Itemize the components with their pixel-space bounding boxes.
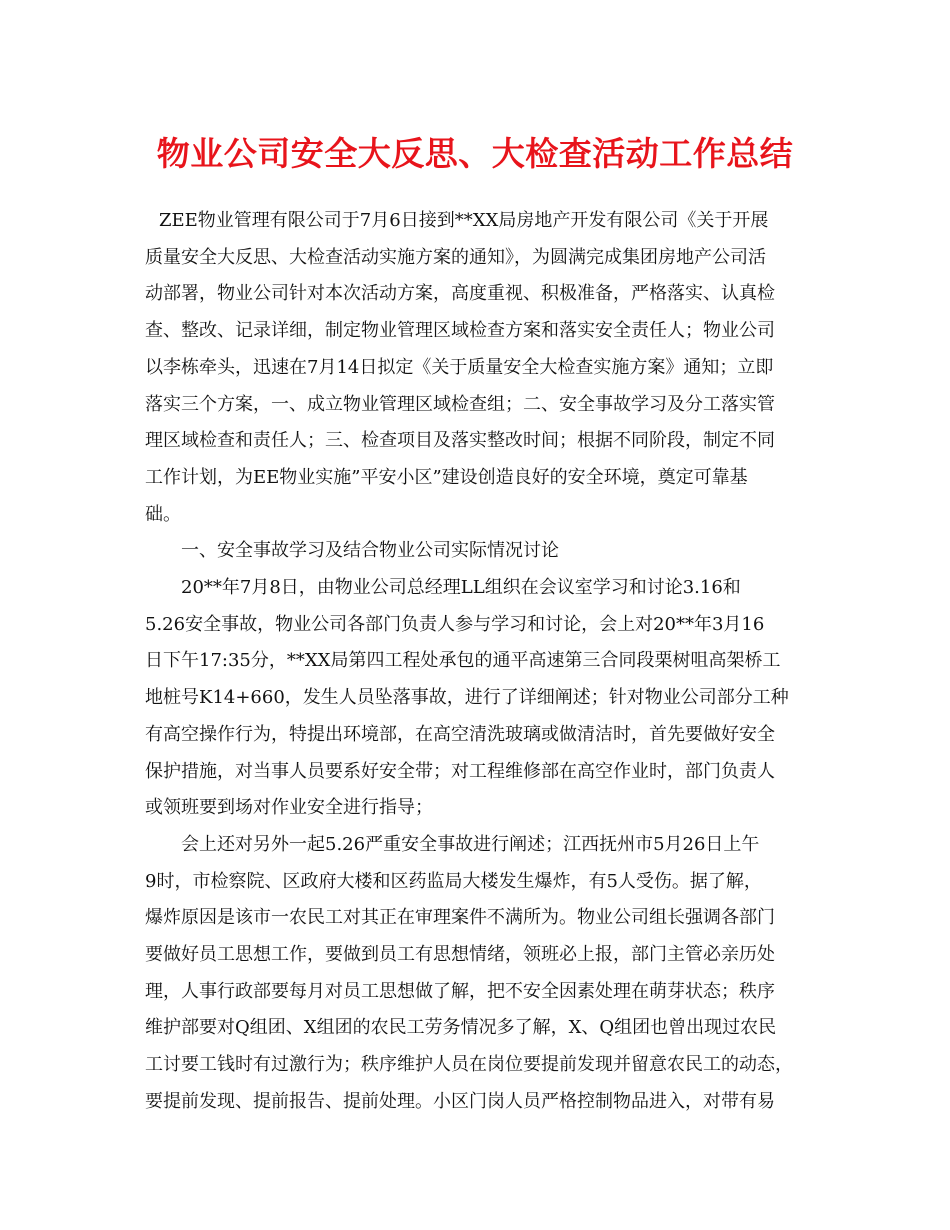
text-line: 保护措施，对当事人员要系好安全带；对工程维修部在高空作业时，部门负责人 bbox=[145, 760, 775, 782]
text-line: 有高空操作行为，特提出环境部，在高空清洗玻璃或做清洁时，首先要做好安全 bbox=[145, 723, 775, 745]
paragraph-explosion bbox=[145, 827, 815, 1121]
text-line: ZEE物业管理有限公司于7月6日接到**XX局房地产开发有限公司《关于开展 bbox=[159, 210, 769, 231]
text-line: 20**年7月8日，由物业公司总经理LL组织在会议室学习和讨论3.16和 bbox=[181, 577, 741, 599]
paragraph-meeting bbox=[145, 570, 815, 827]
text-line: 要做好员工思想工作，要做到员工有思想情绪，领班必上报，部门主管必亲历处 bbox=[145, 944, 775, 966]
text-line: 础。 bbox=[145, 503, 181, 525]
text-line: 日下午17:35分，**XX局第四工程处承包的通平高速第三合同段栗树咀高架桥工 bbox=[145, 650, 781, 672]
text-line: 9时，市检察院、区政府大楼和区药监局大楼发生爆炸，有5人受伤。据了解， bbox=[145, 870, 762, 892]
text-line: 维护部要对Q组团、X组团的农民工劳务情况多了解，X、Q组团也曾出现过农民 bbox=[145, 1017, 777, 1039]
text-line: 会上还对另外一起5.26严重安全事故进行阐述；江西抚州市5月26日上午 bbox=[181, 833, 760, 855]
text-line: 一、安全事故学习及结合物业公司实际情况讨论 bbox=[181, 540, 559, 562]
document-title: 物业公司安全大反思、大检查活动工作总结 bbox=[156, 134, 794, 173]
text-line: 落实三个方案，一、成立物业管理区域检查组；二、安全事故学习及分工落实管 bbox=[145, 393, 775, 415]
document-body bbox=[145, 203, 815, 1121]
paragraph-intro bbox=[145, 203, 815, 533]
text-line: 爆炸原因是该市一农民工对其正在审理案件不满所为。物业公司组长强调各部门 bbox=[145, 907, 775, 929]
text-line: 以李栋牵头，迅速在7月14日拟定《关于质量安全大检查实施方案》通知；立即 bbox=[145, 356, 774, 378]
text-line: 质量安全大反思、大检查活动实施方案的通知》，为圆满完成集团房地产公司活 bbox=[145, 246, 766, 268]
text-line: 工讨要工钱时有过激行为；秩序维护人员在岗位要提前发现并留意农民工的动态， bbox=[145, 1054, 793, 1076]
section-heading bbox=[145, 533, 815, 570]
text-line: 查、整改、记录详细，制定物业管理区域检查方案和落实安全责任人；物业公司 bbox=[145, 320, 775, 342]
text-line: 理区域检查和责任人；三、检查项目及落实整改时间；根据不同阶段，制定不同 bbox=[145, 430, 775, 452]
text-line: 理，人事行政部要每月对员工思想做了解，把不安全因素处理在萌芽状态；秩序 bbox=[145, 980, 775, 1002]
text-line: 要提前发现、提前报告、提前处理。小区门岗人员严格控制物品进入，对带有易 bbox=[145, 1090, 775, 1112]
text-line: 工作计划，为EE物业实施”平安小区”建设创造良好的安全环境，奠定可靠基 bbox=[145, 466, 748, 488]
text-line: 动部署，物业公司针对本次活动方案，高度重视、积极准备，严格落实、认真检 bbox=[145, 283, 775, 305]
text-line: 5.26安全事故，物业公司各部门负责人参与学习和讨论，会上对20**年3月16 bbox=[145, 613, 765, 635]
text-line: 地桩号K14+660，发生人员坠落事故，进行了详细阐述；针对物业公司部分工种 bbox=[145, 687, 789, 709]
text-line: 或领班要到场对作业安全进行指导； bbox=[145, 797, 433, 819]
